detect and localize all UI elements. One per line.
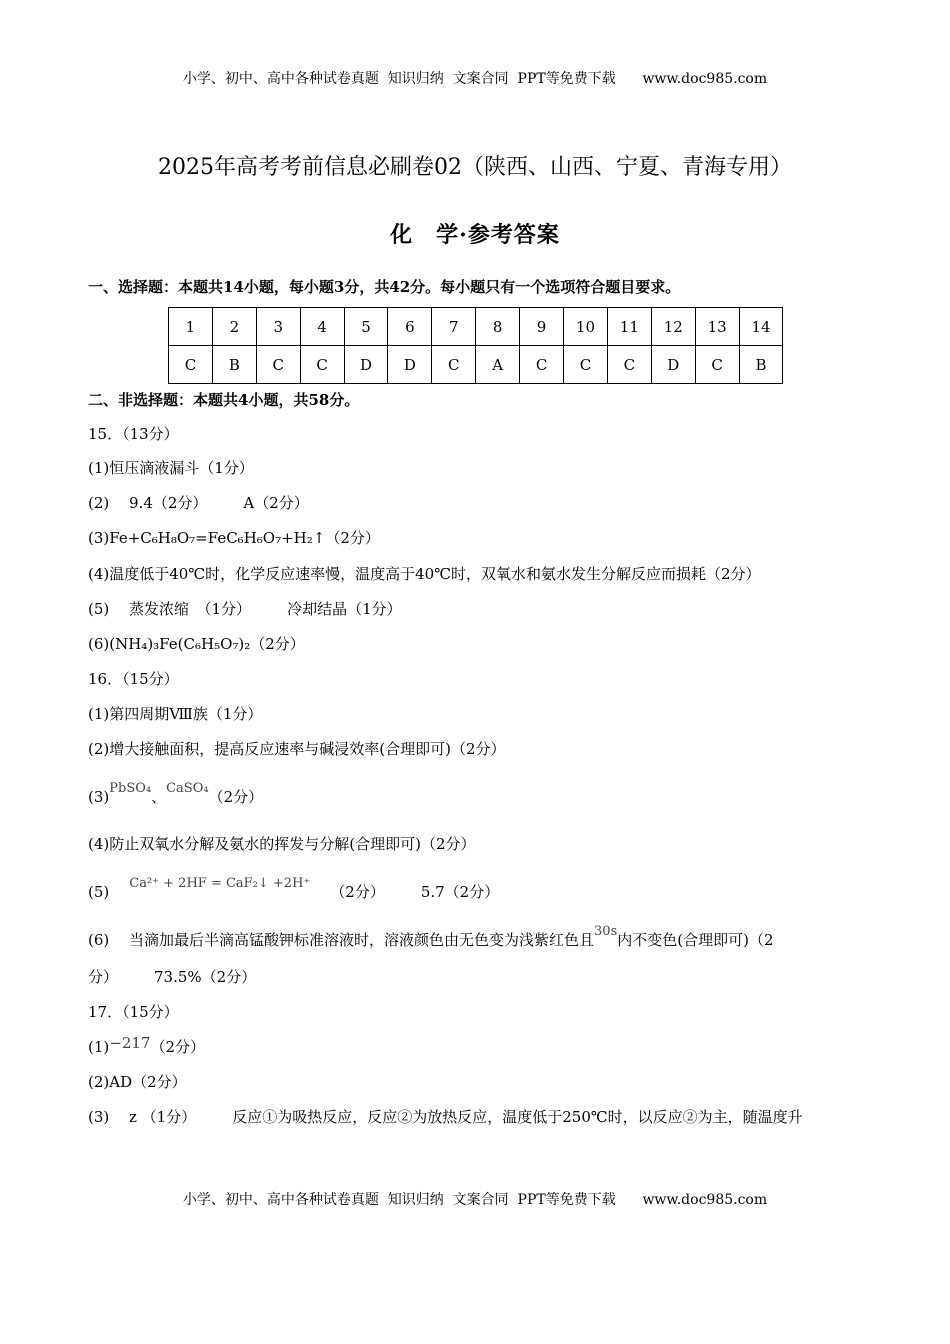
question-number-row	[169, 308, 783, 346]
q15-part3: (3)Fe+C₆H₈O₇=FeC₆H₆O₇+H₂↑（2分）	[88, 529, 380, 547]
q17-part3	[88, 1107, 803, 1127]
q17-part3-b: 反应①为吸热反应，反应②为放热反应，温度低于250℃时，以反应②为主，随温度升	[232, 1108, 803, 1126]
answer-cell: C	[432, 346, 476, 384]
answer-cell: A	[476, 346, 520, 384]
question-number-cell: 6	[388, 308, 432, 346]
q15-part1: (1)恒压滴液漏斗（1分）	[88, 459, 254, 477]
question-number-cell: 9	[520, 308, 564, 346]
question-number-cell: 12	[651, 308, 695, 346]
q16-part6-d: 73.5%（2分）	[154, 968, 257, 986]
q15-part6: (6)(NH₄)₃Fe(C₆H₅O₇)₂（2分）	[88, 635, 305, 653]
q16-part6-a: (6) 当滴加最后半滴高锰酸钾标准溶液时，溶液颜色由无色变为浅紫红色且	[88, 931, 595, 949]
equation-caf2: Ca²⁺ + 2HF = CaF₂↓ +2H⁺	[129, 876, 311, 891]
question-number-cell: 3	[256, 308, 300, 346]
q17-part3-a: (3) z （1分）	[88, 1108, 197, 1126]
q15-heading: 15．（13分）	[88, 425, 179, 443]
q16-part5-label: (5)	[88, 883, 110, 901]
question-number-cell: 10	[564, 308, 608, 346]
answer-row	[169, 346, 783, 384]
q15-part5-a: (5) 蒸发浓缩 （1分）	[88, 600, 252, 618]
formula-pbso4: PbSO₄	[109, 781, 152, 796]
page-header: 小学、初中、高中各种试卷真题 知识归纳 文案合同 PPT等免费下载 www.doc985.com	[182, 71, 768, 87]
q16-part5-score: （2分）	[330, 883, 385, 901]
q16-part2: (2)增大接触面积，提高反应速率与碱浸效率(合理即可)（2分）	[88, 740, 506, 758]
q15-part4: (4)温度低于40℃时，化学反应速率慢，温度高于40℃时，双氧水和氨水发生分解反应而损耗（2分）	[88, 565, 761, 583]
answer-cell: D	[651, 346, 695, 384]
question-number-cell: 13	[695, 308, 739, 346]
answer-cell: C	[169, 346, 213, 384]
answer-cell: B	[212, 346, 256, 384]
answer-cell: C	[520, 346, 564, 384]
q16-part6-c: 分）	[88, 968, 119, 986]
q17-part1-score: （2分）	[150, 1038, 205, 1056]
time-30s: 30s	[594, 924, 618, 939]
q16-part6-cont	[88, 967, 256, 987]
question-number-cell: 4	[300, 308, 344, 346]
q17-heading: 17．（15分）	[88, 1003, 179, 1021]
q17-part2: (2)AD（2分）	[88, 1073, 187, 1091]
page-footer: 小学、初中、高中各种试卷真题 知识归纳 文案合同 PPT等免费下载 www.doc985.com	[182, 1192, 768, 1208]
answer-cell: C	[695, 346, 739, 384]
document-title: 2025年高考考前信息必刷卷02（陕西、山西、宁夏、青海专用）	[158, 155, 792, 180]
q16-part1: (1)第四周期Ⅷ族（1分）	[88, 705, 263, 723]
q15-part2	[88, 493, 309, 513]
q16-part5	[88, 876, 500, 904]
answer-cell: D	[388, 346, 432, 384]
q16-part4: (4)防止双氧水分解及氨水的挥发与分解(合理即可)（2分）	[88, 835, 476, 853]
q16-part6-b: 内不变色(合理即可)（2	[617, 931, 774, 949]
question-number-cell: 8	[476, 308, 520, 346]
section-2-heading: 二、非选择题：本题共4小题，共58分。	[88, 391, 360, 409]
question-number-cell: 5	[344, 308, 388, 346]
document-subtitle: 化 学·参考答案	[390, 222, 560, 248]
q17-part1-label: (1)	[88, 1038, 110, 1056]
answer-cell: C	[256, 346, 300, 384]
answer-table	[168, 307, 783, 384]
question-number-cell: 14	[739, 308, 783, 346]
formula-caso4: CaSO₄	[166, 781, 209, 796]
q16-part3	[88, 781, 264, 809]
q15-part2-b: A（2分）	[243, 494, 309, 512]
q15-part5-b: 冷却结晶（1分）	[287, 600, 402, 618]
answer-cell: D	[344, 346, 388, 384]
question-number-cell: 7	[432, 308, 476, 346]
answer-cell: C	[564, 346, 608, 384]
q16-part5-b: 5.7（2分）	[420, 883, 500, 901]
q15-part5	[88, 599, 402, 619]
q17-part1-value: −217	[109, 1034, 151, 1052]
question-number-cell: 11	[607, 308, 651, 346]
q16-part3-label: (3)	[88, 788, 110, 806]
q15-part2-a: (2) 9.4（2分）	[88, 494, 208, 512]
separator: 、	[151, 788, 167, 806]
answer-cell: C	[607, 346, 651, 384]
answer-cell: B	[739, 346, 783, 384]
answer-cell: C	[300, 346, 344, 384]
q17-part1	[88, 1034, 205, 1057]
question-number-cell: 2	[212, 308, 256, 346]
q16-heading: 16．（15分）	[88, 670, 179, 688]
q16-part3-score: （2分）	[208, 788, 264, 806]
question-number-cell: 1	[169, 308, 213, 346]
section-1-heading: 一、选择题：本题共14小题，每小题3分，共42分。每小题只有一个选项符合题目要求。	[88, 278, 681, 296]
q16-part6	[88, 924, 774, 952]
